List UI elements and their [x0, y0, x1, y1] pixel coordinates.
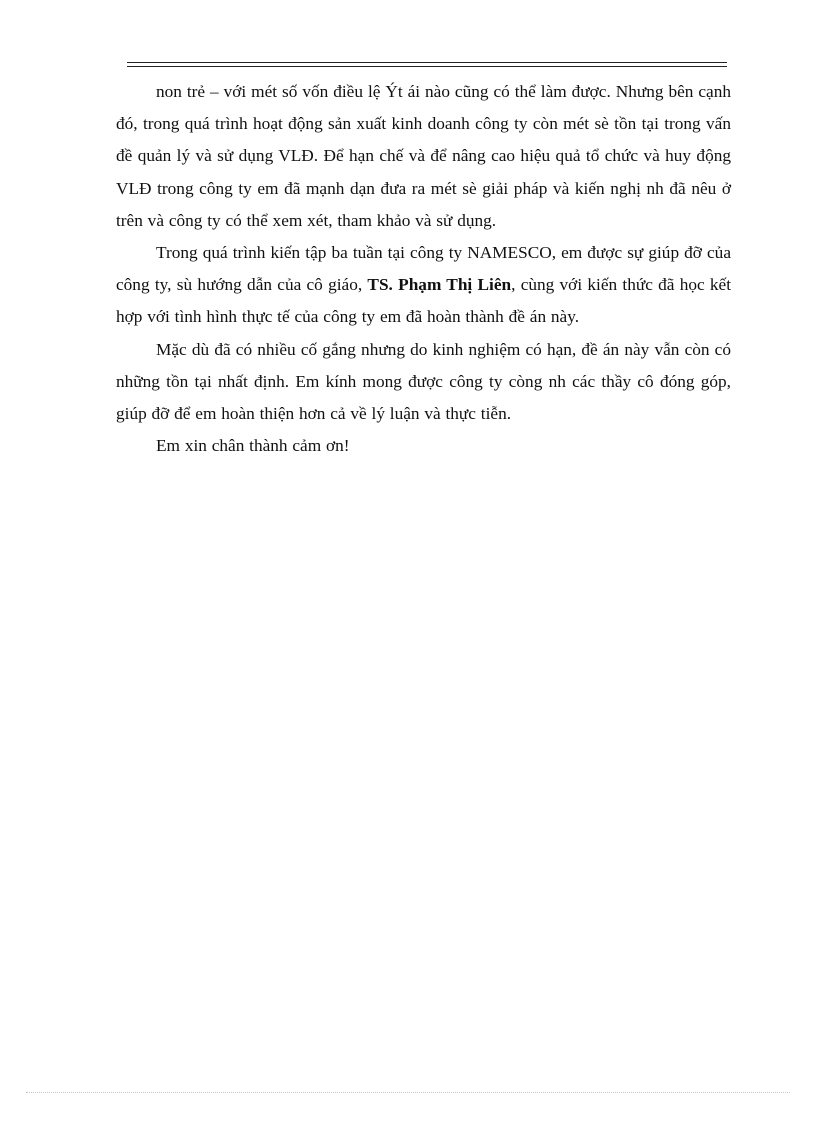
acknowledgement-text-after: , cùng với kiến thức đã học kết hợp với tình hình thực tế của công ty em đã hoàn thành đề án này.	[116, 275, 732, 327]
acknowledgement-text-before: Trong quá trình kiến tập ba tuần tại công ty NAMESCO, em được sự giúp đỡ của công ty, sù hướng dẫn của cô giáo,	[116, 243, 731, 295]
footer-dotted-rule	[26, 1092, 790, 1093]
document-body	[116, 76, 731, 462]
paragraph-thanks: Em xin chân thành cảm ơn!	[156, 436, 350, 456]
paragraph-conclusion-summary: non trẻ – với mét số vốn điều lệ Ýt ái nào cũng có thể làm được. Nhưng bên cạnh đó, trong quá trình hoạt động sản xuất kinh doanh công ty còn mét sè tồn tại trong vấn đề quản lý và sử dụng VLĐ. Để hạn chế và để nâng cao hiệu quả tổ chức và huy động VLĐ trong công ty em đã mạnh dạn đưa ra mét sè giải pháp và kiến nghị nh đã nêu ở trên và công ty có thể xem xét, tham khảo và sử dụng.	[116, 82, 731, 230]
paragraph-acknowledgement	[116, 237, 731, 334]
header-double-rule	[127, 62, 727, 67]
supervisor-name: TS. Phạm Thị Liên	[367, 275, 512, 295]
paragraph-request-feedback: Mặc dù đã có nhiều cố gắng nhưng do kinh nghiệm có hạn, đề án này vẫn còn có những tồn tại nhất định. Em kính mong được công ty còng nh các thầy cô đóng góp, giúp đỡ để em hoàn thiện hơn cả về lý luận và thực tiễn.	[116, 339, 731, 424]
